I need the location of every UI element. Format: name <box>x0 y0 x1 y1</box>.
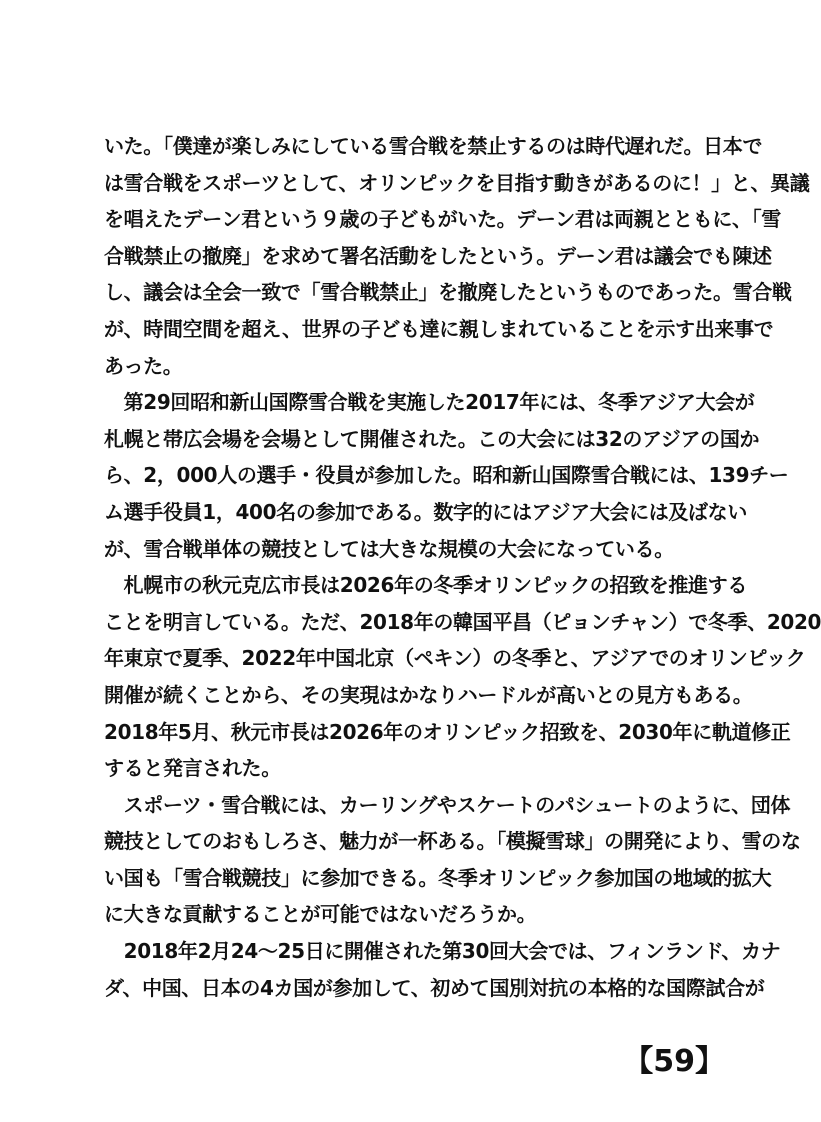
body-text <box>104 128 821 1006</box>
text-line: 2018年5月、秋元市長は2026年のオリンピック招致を、2030年に軌道修正 <box>104 719 791 744</box>
text-line: すると発言された。 <box>104 756 281 781</box>
text-line: に大きな貢献することが可能ではないだろうか。 <box>104 902 537 927</box>
text-line: 合戦禁止の撤廃」を求めて署名活動をしたという。デーン君は議会でも陳述 <box>104 243 772 268</box>
text-line: いた。「僕達が楽しみにしている雪合戦を禁止するのは時代遅れだ。日本で <box>104 134 763 158</box>
text-line: ム選手役員1，400名の参加である。数字的にはアジア大会には及ばない <box>104 499 747 524</box>
text-line: 開催が続くことから、その実現はかなりハードルが高いとの見方もある。 <box>104 682 753 707</box>
text-line: 札幌市の秋元克広市長は2026年の冬季オリンピックの招致を推進する <box>104 573 747 598</box>
text-line: し、議会は全会一致で「雪合戦禁止」を撤廃したというものであった。雪合戦 <box>104 280 792 305</box>
text-line: 第29回昭和新山国際雪合戦を実施した2017年には、冬季アジア大会が <box>104 390 755 415</box>
text-line: ら、2，000人の選手・役員が参加した。昭和新山国際雪合戦には、139チー <box>104 463 789 488</box>
text-line: 札幌と帯広会場を会場として開催された。この大会には32のアジアの国か <box>104 426 760 451</box>
text-line: あった。 <box>104 353 183 378</box>
text-line: い国も「雪合戦競技」に参加できる。冬季オリンピック参加国の地域的拡大 <box>104 865 772 890</box>
text-line: が、雪合戦単体の競技としては大きな規模の大会になっている。 <box>104 536 674 561</box>
text-line: が、時間空間を超え、世界の子ども達に親しまれていることを示す出来事で <box>104 316 774 341</box>
text-line: 年東京で夏季、2022年中国北京（ペキン）の冬季と、アジアでのオリンピック <box>104 646 806 671</box>
page-number: 【59】 <box>623 1044 725 1079</box>
text-line: スポーツ・雪合戦には、カーリングやスケートのパシュートのように、団体 <box>104 792 791 817</box>
text-line: 競技としてのおもしろさ、魅力が一杯ある。「模擬雪球」の開発により、雪のな <box>104 829 801 854</box>
text-line: ダ、中国、日本の4カ国が参加して、初めて国別対抗の本格的な国際試合が <box>104 975 765 1000</box>
text-line: ことを明言している。ただ、2018年の韓国平昌（ピョンチャン）で冬季、2020 <box>104 609 821 634</box>
text-line: 2018年2月24～25日に開催された第30回大会では、フィンランド、カナ <box>104 939 781 964</box>
text-line: を唱えたデーン君という９歳の子どもがいた。デーン君は両親とともに、「雪 <box>104 207 781 232</box>
text-line: は雪合戦をスポーツとして、オリンピックを目指す動きがあるのに！」と、異議 <box>104 170 810 195</box>
